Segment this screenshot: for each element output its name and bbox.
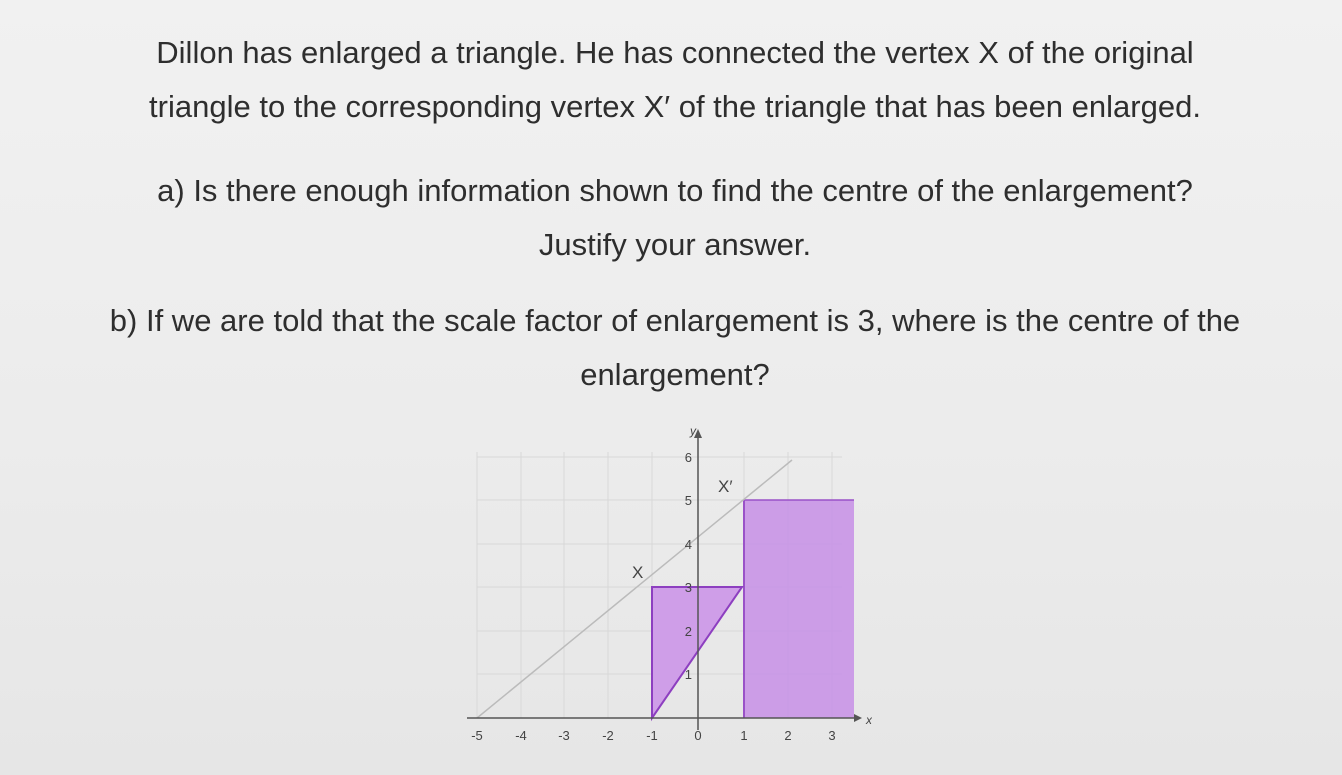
original-triangle [652, 587, 742, 718]
x-tick: 1 [740, 728, 748, 743]
x-tick: 0 [694, 728, 702, 743]
question-b-line-1: b) If we are told that the scale factor of enlargement is 3, where is the centre of the [109, 303, 1241, 338]
y-tick: 3 [684, 580, 692, 595]
question-a [60, 164, 1290, 272]
coordinate-grid [462, 420, 872, 750]
y-tick: 2 [684, 624, 692, 639]
y-axis-label: y [690, 424, 696, 438]
x-tick: 3 [828, 728, 836, 743]
x-axis-label: x [866, 713, 872, 727]
intro-line-2: triangle to the corresponding vertex X′ of the triangle that has been enlarged. [149, 89, 1201, 124]
point-label-x-prime: X′ [718, 477, 733, 496]
question-a-line-2: Justify your answer. [538, 227, 812, 262]
x-tick: -2 [602, 728, 614, 743]
question-b [60, 294, 1290, 402]
intro-line-1: Dillon has enlarged a triangle. He has connected the vertex X of the original [156, 35, 1194, 70]
question-a-line-1: a) Is there enough information shown to find the centre of the enlargement? [157, 173, 1193, 208]
x-tick-labels [471, 728, 835, 743]
x-tick: 2 [784, 728, 792, 743]
intro-paragraph [60, 26, 1290, 134]
y-tick: 4 [684, 537, 692, 552]
y-tick: 5 [684, 493, 692, 508]
x-tick: -3 [558, 728, 570, 743]
x-tick: -5 [471, 728, 483, 743]
y-tick: 6 [684, 450, 692, 465]
question-b-line-2: enlargement? [580, 357, 770, 392]
y-tick: 1 [684, 667, 692, 682]
enlarged-shape [744, 500, 854, 718]
enlargement-figure [462, 420, 872, 755]
point-label-x: X [632, 563, 644, 582]
x-tick: -4 [515, 728, 527, 743]
x-tick: -1 [646, 728, 658, 743]
x-axis-arrow-icon [854, 714, 862, 722]
